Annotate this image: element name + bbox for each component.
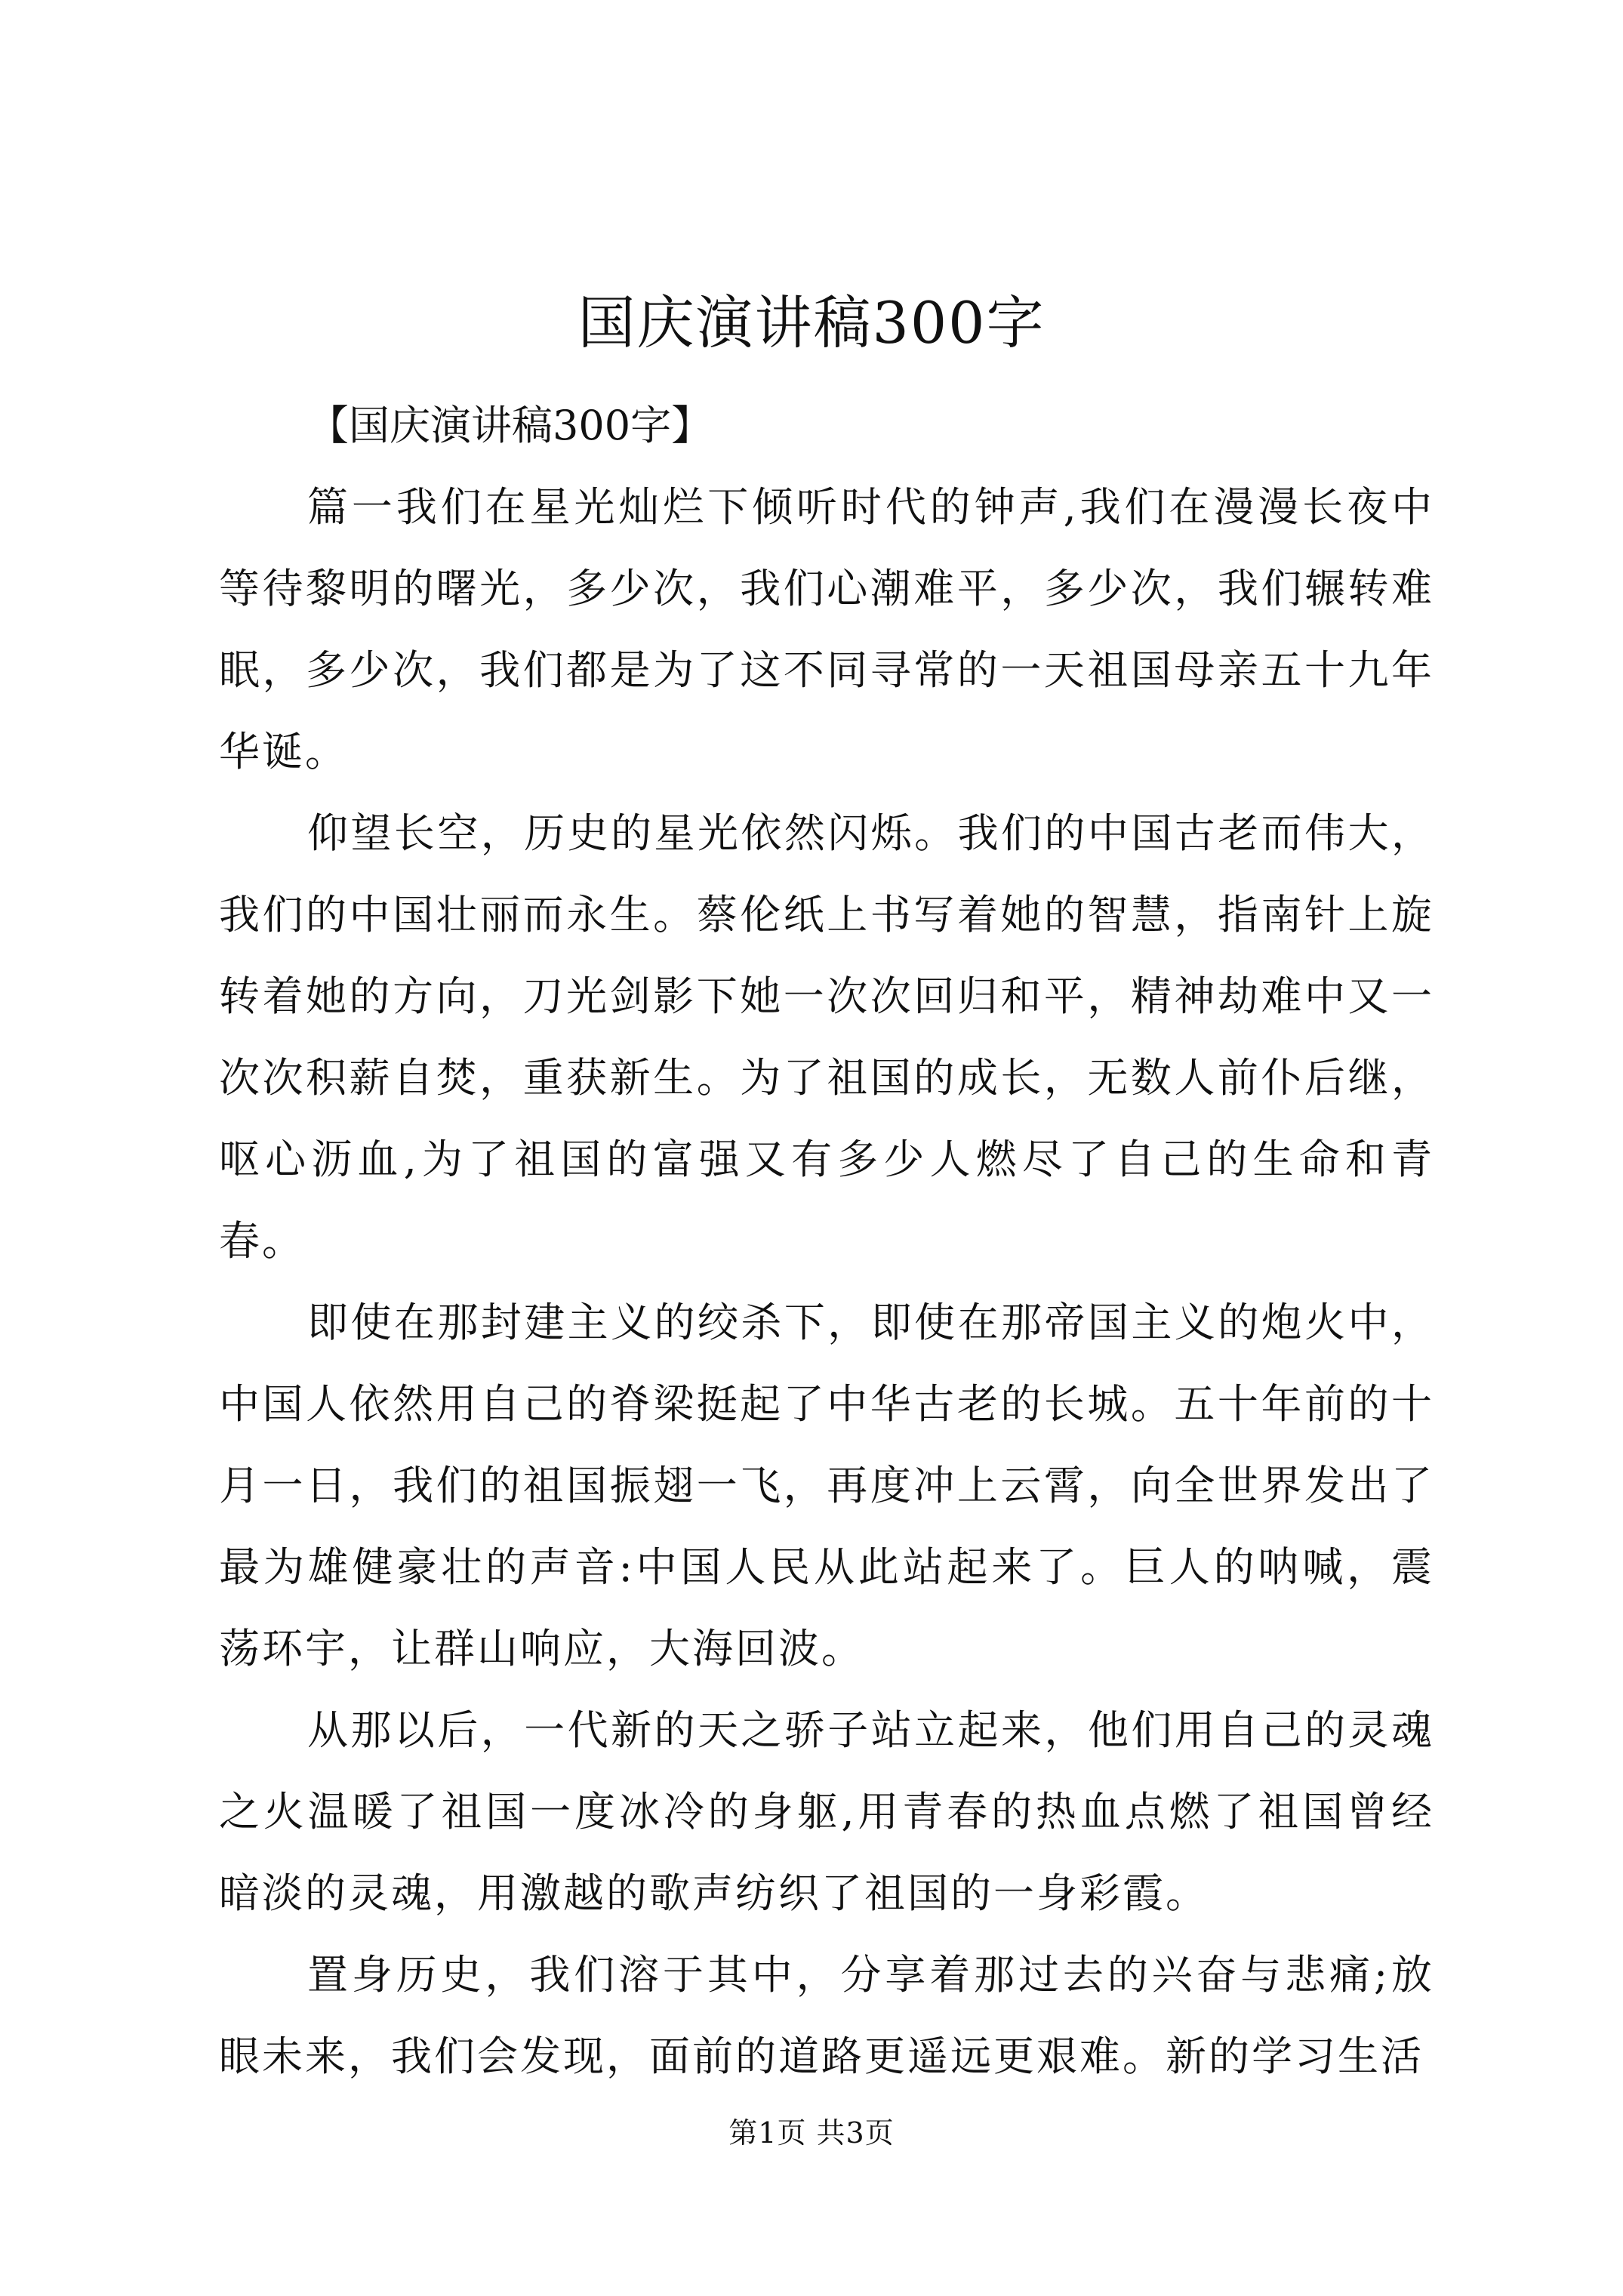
document-title: 国庆演讲稿300字 [577,289,1046,356]
paragraph: 仰望长空，历史的星光依然闪烁。我们的中国古老而伟大，我们的中国壮丽而永生。蔡伦纸上书写着她的智慧，指南针上旋转着她的方向，刀光剑影下她一次次回归和平，精神劫难中又一次次积薪自焚，重获新生。为了祖国的成长，无数人前仆后继，呕心沥血,为了祖国的富强又有多少人燃尽了自己的生命和青春。 [219,809,1434,1265]
page-footer: 第1页 共3页 [728,2116,895,2150]
document-body [219,385,1434,2097]
document-subtitle: 【国庆演讲稿300字】 [308,402,713,449]
paragraph: 篇一我们在星光灿烂下倾听时代的钟声,我们在漫漫长夜中等待黎明的曙光，多少次，我们心潮难平，多少次，我们辗转难眠，多少次，我们都是为了这不同寻常的一天祖国母亲五十九年华诞。 [219,483,1434,775]
paragraph: 置身历史，我们溶于其中，分享着那过去的兴奋与悲痛;放眼未来，我们会发现，面前的道路更遥远更艰难。新的学习生活 [219,1951,1434,2080]
paragraph: 从那以后，一代新的天之骄子站立起来，他们用自己的灵魂之火温暖了祖国一度冰冷的身躯,用青春的热血点燃了祖国曾经暗淡的灵魂，用激越的歌声纺织了祖国的一身彩霞。 [219,1706,1434,1917]
paragraph: 即使在那封建主义的绞杀下，即使在那帝国主义的炮火中，中国人依然用自己的脊梁挺起了中华古老的长城。五十年前的十月一日，我们的祖国振翅一飞，再度冲上云霄，向全世界发出了最为雄健豪壮的声音:中国人民从此站起来了。巨人的呐喊，震荡环宇，让群山响应，大海回波。 [219,1299,1434,1672]
